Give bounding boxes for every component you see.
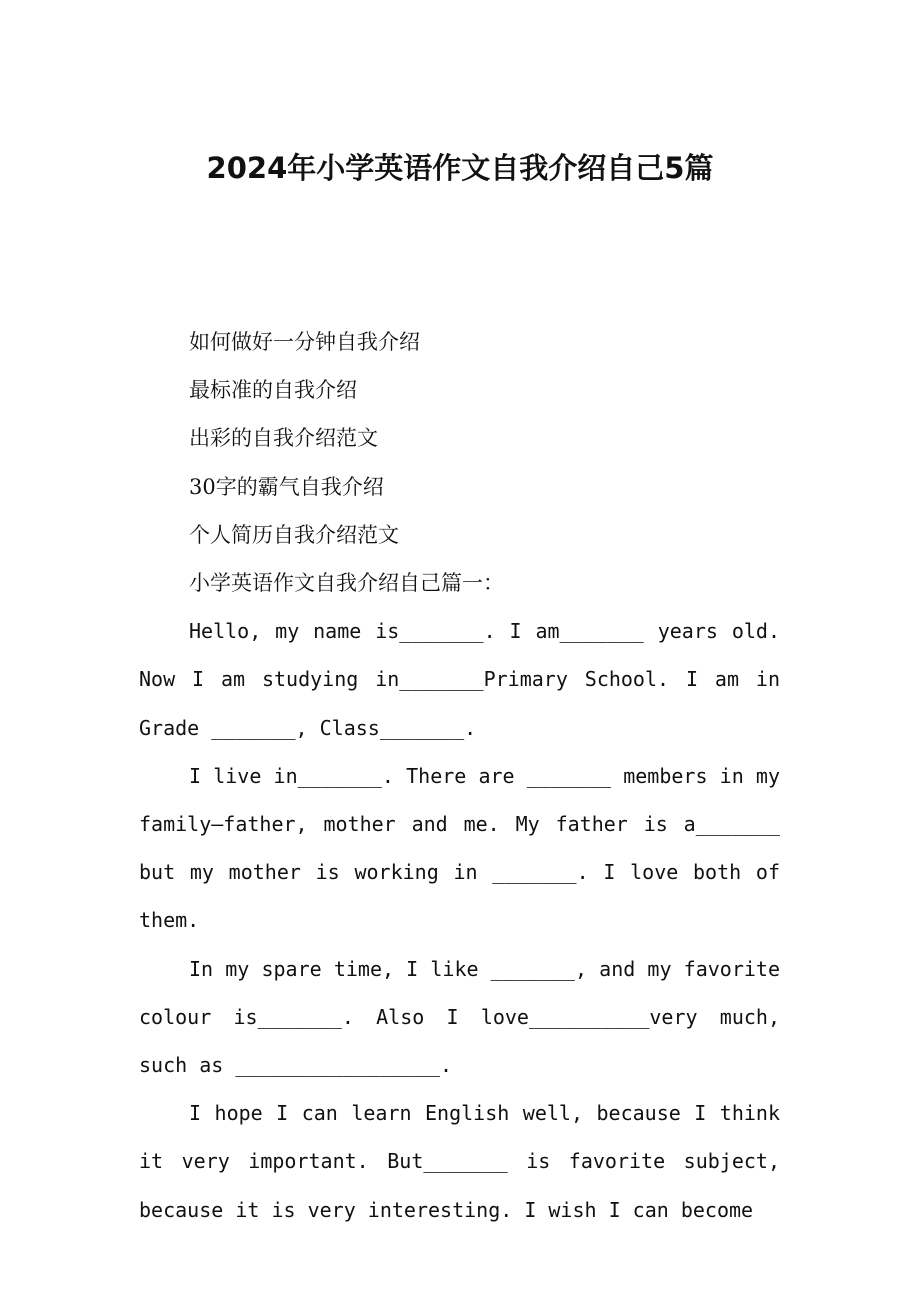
essay-link-3[interactable]: 出彩的自我介绍范文 — [189, 426, 378, 451]
essay-link-5[interactable]: 个人简历自我介绍范文 — [189, 522, 399, 547]
essay-link-4[interactable]: 30字的霸气自我介绍 — [189, 474, 384, 499]
paragraph-1: Hello, my name is_______. I am_______ years old. Now I am studying in_______Primary School. I am in Grade _______, Class_______. — [139, 619, 780, 740]
paragraph-2: I live in_______. There are _______ members in my family—father, mother and me. My father is a_______ but my mother is working in _______. I love both of them. — [139, 763, 780, 933]
paragraph-3: In my spare time, I like _______, and my favorite colour is_______. Also I love__________very much, such as _________________. — [139, 956, 780, 1078]
section-heading: 小学英语作文自我介绍自己篇一： — [189, 571, 504, 596]
essay-link-1[interactable]: 如何做好一分钟自我介绍 — [189, 330, 420, 354]
document-title: 2024年小学英语作文自我介绍自己5篇 — [206, 151, 714, 185]
essay-link-2[interactable]: 最标准的自我介绍 — [189, 378, 357, 403]
paragraph-4: I hope I can learn English well, because I think it very important. But_______ is favorite subject, because it is very interesting. I wish I can become — [139, 1101, 780, 1222]
document-body — [139, 318, 780, 1234]
